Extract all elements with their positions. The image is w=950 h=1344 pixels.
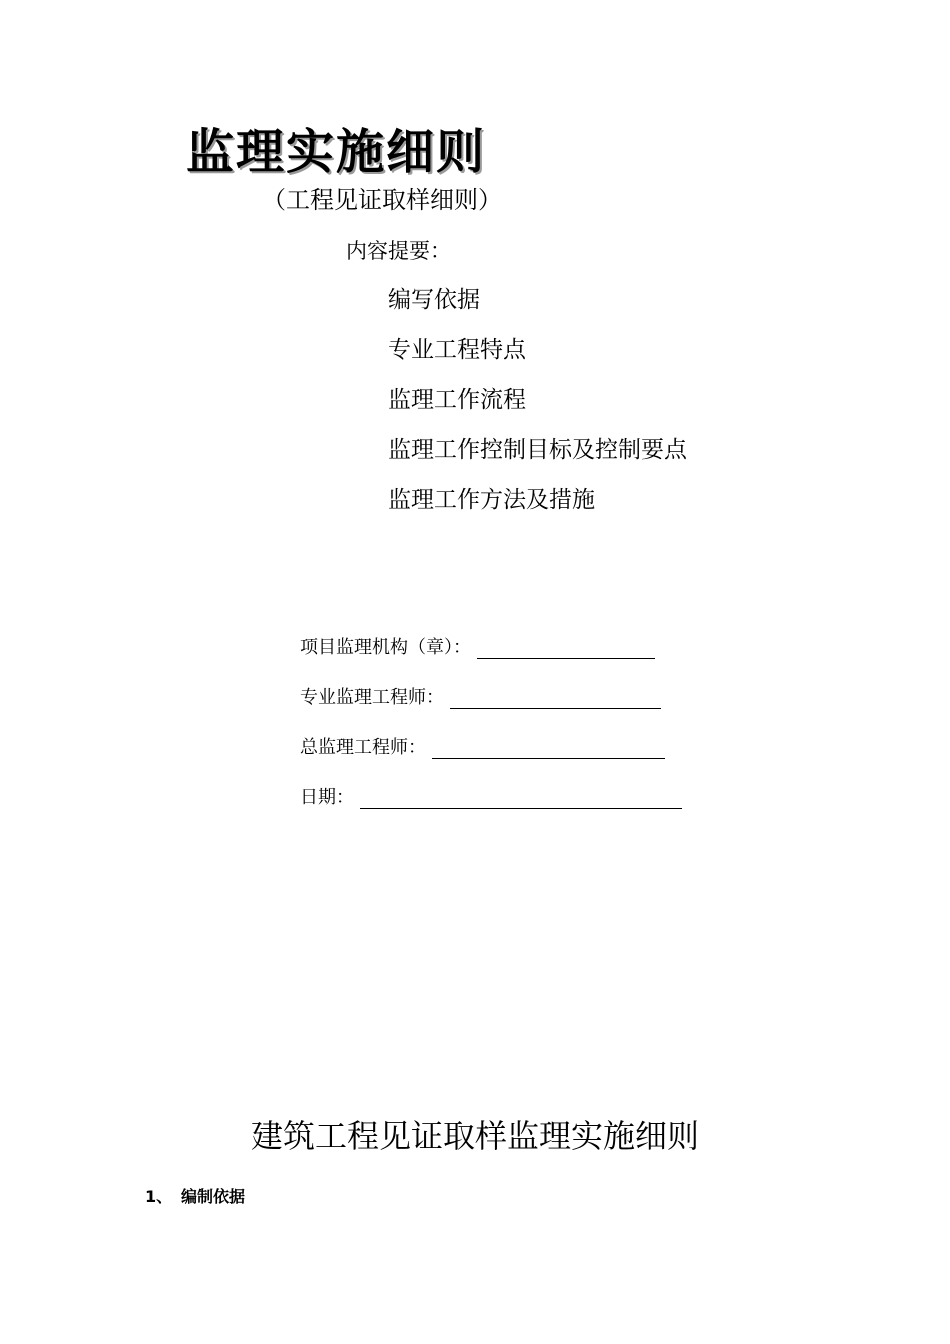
contents-item: 监理工作流程 [388, 387, 526, 413]
signature-line [432, 734, 665, 759]
document-heading: 建筑工程见证取样监理实施细则 [250, 1117, 699, 1155]
cover-subtitle: （工程见证取样细则） [262, 186, 502, 214]
contents-item: 编写依据 [388, 287, 480, 313]
signature-line [450, 684, 661, 709]
summary-heading: 内容提要： [346, 239, 451, 263]
signature-line [360, 784, 682, 809]
signature-line [477, 634, 655, 659]
signature-row-agency [300, 634, 720, 684]
signature-row-specialist-engineer [300, 684, 720, 734]
section-number: 1、 [145, 1187, 173, 1206]
signature-label: 项目监理机构（章）： [300, 637, 471, 658]
cover-title: 监理实施细则 [186, 124, 487, 180]
signature-block [300, 634, 720, 834]
contents-item: 专业工程特点 [388, 337, 526, 363]
section-title: 编制依据 [181, 1187, 246, 1206]
section-heading [145, 1184, 245, 1210]
signature-label: 专业监理工程师： [300, 687, 444, 708]
contents-item: 监理工作方法及措施 [388, 487, 595, 513]
signature-label: 日期： [300, 787, 354, 808]
signature-row-date [300, 784, 720, 834]
signature-label: 总监理工程师： [300, 737, 426, 758]
contents-list [388, 284, 687, 534]
signature-row-chief-engineer [300, 734, 720, 784]
contents-item: 监理工作控制目标及控制要点 [388, 437, 687, 463]
